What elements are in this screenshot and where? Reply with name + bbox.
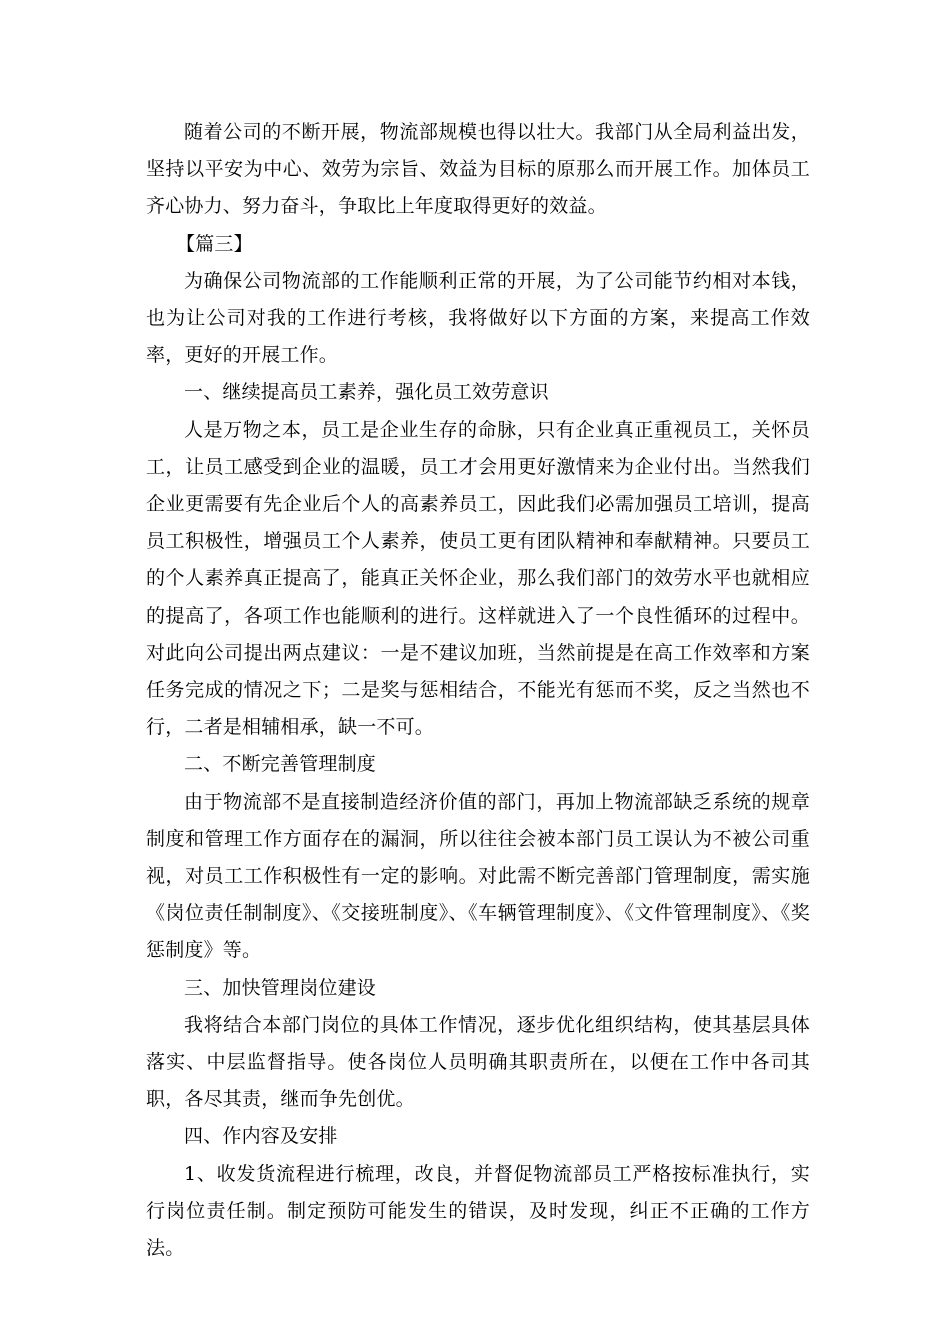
paragraph-section-4-item-1: 1、收发货流程进行梳理，改良，并督促物流部员工严格按标准执行，实行岗位责任制。制定预防可能发生的错误，及时发现，纠正不正确的工作方法。 xyxy=(146,1162,810,1260)
heading-section-1: 一、继续提高员工素养，强化员工效劳意识 xyxy=(184,381,549,404)
paragraph-purpose: 为确保公司物流部的工作能顺利正常的开展，为了公司能节约相对本钱，也为让公司对我的工作进行考核，我将做好以下方面的方案，来提高工作效率，更好的开展工作。 xyxy=(146,269,810,367)
document-body xyxy=(146,114,810,1267)
heading-section-2: 二、不断完善管理制度 xyxy=(184,753,377,776)
paragraph-intro: 随着公司的不断开展，物流部规模也得以壮大。我部门从全局利益出发，坚持以平安为中心、效劳为宗旨、效益为目标的原那么而开展工作。加体员工齐心协力、努力奋斗，争取比上年度取得更好的效益。 xyxy=(146,121,810,218)
heading-section-4: 四、作内容及安排 xyxy=(184,1125,338,1148)
heading-section-3: 三、加快管理岗位建设 xyxy=(184,976,377,999)
section-title-part-three: 【篇三】 xyxy=(176,232,253,255)
paragraph-section-3: 我将结合本部门岗位的具体工作情况，逐步优化组织结构，使其基层具体落实、中层监督指导。使各岗位人员明确其职责所在，以便在工作中各司其职，各尽其责，继而争先创优。 xyxy=(146,1013,810,1111)
paragraph-section-2: 由于物流部不是直接制造经济价值的部门，再加上物流部缺乏系统的规章制度和管理工作方面存在的漏洞，所以往往会被本部门员工误认为不被公司重视，对员工工作积极性有一定的影响。对此需不断完善部门管理制度，需实施《岗位责任制制度》、《交接班制度》、《车辆管理制度》、《文件管理制度》、《奖惩制度》等。 xyxy=(146,790,810,962)
paragraph-section-1: 人是万物之本，员工是企业生存的命脉，只有企业真正重视员工，关怀员工，让员工感受到企业的温暖，员工才会用更好激情来为企业付出。当然我们企业更需要有先企业后个人的高素养员工，因此我们必需加强员工培训，提高员工积极性，增强员工个人素养，使员工更有团队精神和奉献精神。只要员工的个人素养真正提高了，能真正关怀企业，那么我们部门的效劳水平也就相应的提高了，各项工作也能顺利的进行。这样就进入了一个良性循环的过程中。对此向公司提出两点建议：一是不建议加班，当然前提是在高工作效率和方案任务完成的情况之下；二是奖与惩相结合，不能光有惩而不奖，反之当然也不行，二者是相辅相承，缺一不可。 xyxy=(146,418,810,739)
